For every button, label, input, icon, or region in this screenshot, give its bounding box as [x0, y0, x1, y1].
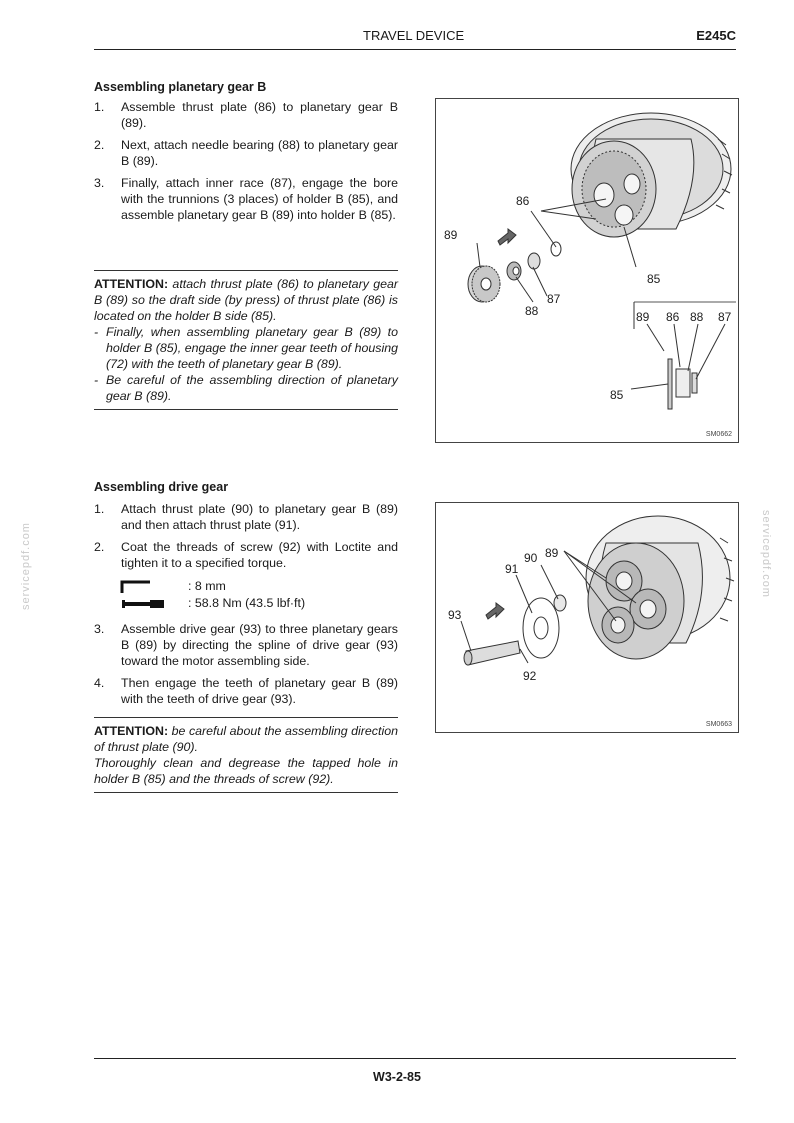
step-number: 2. [94, 540, 105, 554]
figure-planetary-gear [435, 98, 739, 443]
attention-box-planetary [94, 270, 398, 410]
header-title: TRAVEL DEVICE [363, 28, 465, 43]
torque-size-value: : 8 mm [188, 579, 226, 593]
callout-label: 92 [523, 669, 537, 683]
step-item [94, 621, 398, 669]
attention-bullet: - Finally, when assembling planetary gear B (89) to holder B (85), engage the inner gear teeth of housing (72) with the teeth of planetary gear B (89). [94, 324, 398, 372]
step-item [94, 99, 398, 131]
attention-text: attach thrust plate (86) to planetary gear B (89) so the draft side (by press) of thrust plate (86) is located on the holder B side (85). [94, 277, 398, 323]
callout-label: 86 [666, 310, 680, 324]
step-text: Attach thrust plate (90) to planetary gear B (89) and then attach thrust plate (91). [121, 502, 398, 532]
callout-label: 87 [547, 292, 561, 306]
step-text: Next, attach needle bearing (88) to planetary gear B (89). [121, 138, 398, 168]
step-text: Coat the threads of screw (92) with Loctite and tighten it to a specified torque. [121, 540, 398, 570]
callout-label: 85 [647, 272, 661, 286]
torque-value-row [120, 596, 400, 613]
callout-label: 89 [444, 228, 458, 242]
callout-label: 93 [448, 608, 462, 622]
watermark-right: servicepdf.com [760, 510, 772, 598]
attention-box-drive-gear [94, 717, 398, 793]
section-title-planetary-gear: Assembling planetary gear B [94, 80, 267, 94]
attention-text: be careful about the assembling direction of thrust plate (90). [94, 724, 398, 754]
step-number: 1. [94, 502, 105, 516]
callout-label: 90 [524, 551, 538, 565]
callout-label: 87 [718, 310, 732, 324]
header-model: E245C [696, 28, 736, 43]
torque-spec [120, 579, 400, 613]
figure-code: SM0662 [705, 431, 732, 438]
watermark-left: servicepdf.com [20, 522, 32, 610]
step-number: 2. [94, 138, 105, 152]
callout-label: 89 [636, 310, 650, 324]
drive-gear-steps-b [94, 621, 398, 713]
step-number: 4. [94, 676, 105, 690]
callout-label: 85 [610, 388, 624, 402]
step-text: Assemble thrust plate (86) to planetary gear B (89). [121, 100, 398, 130]
callout-label: 91 [505, 562, 519, 576]
attention-label: ATTENTION: [94, 724, 169, 738]
section-title-drive-gear: Assembling drive gear [94, 480, 229, 494]
planetary-gear-illustration [436, 99, 738, 442]
attention-bullet: - Be careful of the assembling direction of planetary gear B (89). [94, 372, 398, 404]
step-item [94, 137, 398, 169]
step-number: 3. [94, 622, 105, 636]
callout-label: 86 [516, 194, 530, 208]
torque-value: : 58.8 Nm (43.5 lbf·ft) [188, 596, 306, 610]
callout-label: 88 [525, 304, 539, 318]
step-item [94, 675, 398, 707]
drive-gear-illustration [436, 503, 738, 732]
step-item [94, 175, 398, 223]
step-text: Assemble drive gear (93) to three planetary gears B (89) by directing the spline of drive gear (93) toward the motor assembling side. [121, 622, 398, 668]
torque-wrench-icon [120, 596, 166, 612]
step-text: Finally, attach inner race (87), engage the bore with the trunnions (3 places) of holder B (85), and assemble planetary gear B (89) into holder B (85). [121, 176, 398, 222]
planetary-gear-steps [94, 99, 398, 229]
drive-gear-steps-a [94, 501, 398, 577]
step-item [94, 539, 398, 571]
step-number: 3. [94, 176, 105, 190]
page-number: W3-2-85 [373, 1070, 421, 1084]
step-number: 1. [94, 100, 105, 114]
wrench-size-icon [120, 579, 154, 595]
torque-size-row [120, 579, 400, 596]
callout-label: 89 [545, 546, 559, 560]
footer-rule [94, 1058, 736, 1059]
figure-code: SM0663 [705, 721, 732, 728]
attention-main [94, 723, 398, 755]
callout-label: 88 [690, 310, 704, 324]
attention-label: ATTENTION: [94, 277, 169, 291]
step-item [94, 501, 398, 533]
attention-text-2: Thoroughly clean and degrease the tapped hole in holder B (85) and the threads of screw (92). [94, 756, 398, 786]
step-text: Then engage the teeth of planetary gear B (89) with the teeth of drive gear (93). [121, 676, 398, 706]
figure-drive-gear [435, 502, 739, 733]
attention-main [94, 276, 398, 324]
header-rule [94, 49, 736, 50]
